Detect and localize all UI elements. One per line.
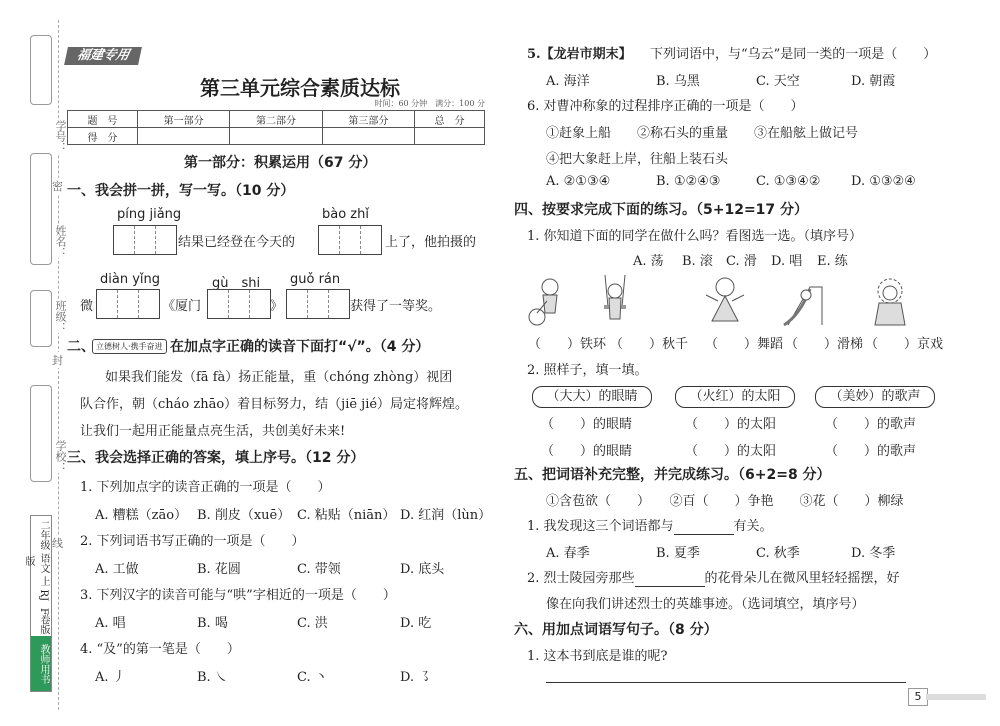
- binding-mi: 密: [52, 180, 63, 193]
- q3-question: 2. 下列词语书写正确的一项是（ ）: [80, 534, 305, 549]
- q3-question: 1. 下列加点字的读音正确的一项是（ ）: [80, 480, 331, 495]
- q2-number: 二、: [67, 339, 95, 355]
- s5-q2-text: 的花骨朵儿在微风里轻轻摇摆，好: [704, 571, 900, 586]
- q3-option[interactable]: A. 工做: [95, 562, 139, 577]
- fill-phrase[interactable]: （ ）的眼睛: [541, 444, 633, 459]
- q3-option[interactable]: C. 洪: [297, 616, 328, 631]
- opera-illustration: [865, 275, 915, 327]
- dancing-illustration: [700, 275, 750, 327]
- fill-phrase[interactable]: （ ）的眼睛: [541, 417, 633, 432]
- q3-option[interactable]: C. 带领: [297, 562, 341, 577]
- q5-option[interactable]: A. 海洋: [546, 74, 590, 89]
- example-phrase: （美妙）的歌声: [815, 386, 935, 408]
- example-phrase: （火红）的太阳: [675, 386, 795, 408]
- s5-q1-text: 1. 我发现这三个词语都与: [527, 519, 674, 534]
- q3-option[interactable]: B. 花圆: [197, 562, 241, 577]
- q1-text: 《厦门: [162, 299, 202, 314]
- rolling-hoop-illustration: [525, 275, 575, 327]
- s5-q2-cont: 像在向我们讲述烈士的英雄事迹。（选词填空，填序号）: [546, 597, 865, 612]
- s5-words: ①含苞欲（ ） ②百（ ）争艳 ③花（ ）柳绿: [546, 494, 904, 509]
- class-label: 班级：: [54, 300, 67, 333]
- s4-blank[interactable]: （ ）滑梯: [785, 337, 864, 352]
- q3-option[interactable]: C. 丶: [297, 670, 328, 685]
- score-input[interactable]: [322, 128, 414, 145]
- score-input[interactable]: [230, 128, 322, 145]
- q6-question: 6. 对曹冲称象的过程排序正确的一项是（ ）: [527, 99, 804, 114]
- part1-heading: 第一部分：积累运用（67 分）: [184, 155, 377, 171]
- q3-option[interactable]: C. 粘贴（niān）: [297, 508, 396, 523]
- fill-phrase[interactable]: （ ）的歌声: [825, 444, 917, 459]
- score-cell: 题 号: [68, 111, 138, 128]
- s5-option[interactable]: B. 夏季: [656, 546, 700, 561]
- s5-q1-text: 有关。: [733, 519, 773, 534]
- school-label: 学校：: [54, 440, 67, 473]
- q3-question: 3. 下列汉字的读音可能与“哄”字相近的一项是（ ）: [80, 588, 396, 603]
- score-value-row: [68, 128, 485, 145]
- book-label: [23, 515, 52, 692]
- q5-option[interactable]: D. 朝霞: [851, 74, 896, 89]
- school-box[interactable]: [30, 385, 52, 482]
- s4-blank[interactable]: （ ）秋千: [610, 337, 689, 352]
- binding-feng: 封: [52, 354, 63, 367]
- page-number: 5: [908, 688, 928, 706]
- s4-heading: 四、按要求完成下面的练习。（5+12=17 分）: [514, 202, 809, 218]
- score-cell: 总 分: [415, 111, 485, 128]
- q1-text: 微: [80, 299, 94, 314]
- q3-option[interactable]: D. ㇌: [400, 670, 432, 685]
- pinyin-pingjiang: píng jiǎng: [117, 207, 182, 222]
- q5-option[interactable]: C. 天空: [756, 74, 800, 89]
- swing-illustration: [590, 275, 640, 327]
- page-title: 第三单元综合素质达标: [200, 76, 400, 100]
- fill-phrase[interactable]: （ ）的太阳: [685, 417, 777, 432]
- q2-line: 队合作，朝（cháo zhāo）着目标努力，结（jiē jié）局定将辉煌。: [80, 397, 469, 412]
- score-cell: 第二部分: [230, 111, 322, 128]
- q1-text: 结果已经登在今天的: [178, 235, 296, 250]
- q2-heading: 在加点字正确的读音下面打“√”。（4 分）: [170, 339, 430, 355]
- student-id-label: 学号：: [54, 120, 67, 153]
- exam-meta: 时间：60 分钟 满分：100 分: [374, 99, 485, 108]
- score-cell: 第三部分: [322, 111, 414, 128]
- s6-q1: 1. 这本书到底是谁的呢?: [527, 649, 668, 664]
- pinyin-guoran: guǒ rán: [290, 272, 341, 287]
- binding-xian: 线: [52, 537, 63, 550]
- pinyin-dianying: diàn yǐng: [100, 272, 160, 287]
- q2-line: 让我们一起用正能量点亮生活，共创美好未来!: [80, 424, 346, 439]
- s6-heading: 六、用加点词语写句子。（8 分）: [514, 622, 718, 638]
- name-box[interactable]: [30, 153, 52, 265]
- q3-heading: 三、我会选择正确的答案，填上序号。（12 分）: [67, 450, 365, 466]
- s4-choice: C. 滑: [726, 254, 757, 269]
- name-label: 姓名：: [54, 225, 67, 258]
- score-header-row: [68, 111, 485, 128]
- q2-tag: 立德树人·携手奋进: [92, 339, 167, 354]
- s5-q2-blank[interactable]: [635, 571, 705, 587]
- s5-q2-text: 2. 烈士陵园旁那些: [527, 571, 635, 586]
- pinyin-baozhi: bào zhǐ: [322, 207, 369, 222]
- region-badge: 福建专用: [64, 47, 142, 65]
- q3-option[interactable]: B. 喝: [197, 616, 228, 631]
- s4-blank[interactable]: （ ）铁环: [528, 337, 607, 352]
- s4-q2: 2. 照样子，填一填。: [527, 363, 648, 378]
- s4-choice: A. 荡: [633, 254, 664, 269]
- q5-question: 下列词语中，与“乌云”是同一类的一项是（ ）: [650, 47, 937, 62]
- s4-blank[interactable]: （ ）舞蹈: [705, 337, 784, 352]
- s4-choice: D. 唱: [771, 254, 803, 269]
- s4-choice: B. 滚: [682, 254, 713, 269]
- page-bar: [926, 694, 986, 700]
- writing-grid[interactable]: [207, 289, 271, 319]
- book-grade: 二年级 语文 上 RJ版: [23, 520, 49, 602]
- q3-option[interactable]: D. 吃: [400, 616, 432, 631]
- slide-illustration: [780, 275, 830, 327]
- score-cell: 第一部分: [137, 111, 229, 128]
- s5-heading: 五、把词语补充完整，并完成练习。（6+2=8 分）: [514, 467, 831, 483]
- q6-option[interactable]: D. ①③②④: [851, 174, 916, 189]
- s4-choice: E. 练: [817, 254, 848, 269]
- q1-text: 获得了一等奖。: [350, 299, 442, 314]
- fill-phrase[interactable]: （ ）的太阳: [685, 444, 777, 459]
- s5-option[interactable]: D. 冬季: [851, 546, 896, 561]
- score-cell: 得 分: [68, 128, 138, 145]
- s5-q1: [527, 515, 773, 535]
- q3-option[interactable]: A. 唱: [95, 616, 126, 631]
- writing-grid[interactable]: [113, 225, 177, 255]
- s5-option[interactable]: A. 春季: [546, 546, 590, 561]
- q1-text: 上了，他拍摄的: [385, 235, 477, 250]
- s4-blank[interactable]: （ ）京戏: [865, 337, 944, 352]
- q3-option[interactable]: D. 底头: [400, 562, 445, 577]
- q1-text: 》: [270, 299, 284, 314]
- s5-q2: [527, 567, 900, 587]
- s5-option[interactable]: C. 秋季: [756, 546, 800, 561]
- score-table: [67, 110, 485, 145]
- q6-option[interactable]: A. ②①③④: [546, 174, 611, 189]
- s5-q1-blank[interactable]: [674, 519, 734, 535]
- q6-option[interactable]: B. ①②④③: [656, 174, 721, 189]
- writing-grid[interactable]: [96, 289, 160, 319]
- class-box[interactable]: [30, 290, 52, 347]
- book-version: F卷版: [38, 607, 49, 635]
- q6-option[interactable]: C. ①③④②: [756, 174, 821, 189]
- example-phrase: （大大）的眼睛: [532, 386, 652, 408]
- q5-option[interactable]: B. 乌黑: [656, 74, 700, 89]
- answer-line[interactable]: [546, 682, 906, 683]
- q1-heading: 一、我会拼一拼，写一写。（10 分）: [67, 183, 295, 199]
- writing-grid[interactable]: [318, 225, 382, 255]
- student-id-box[interactable]: [30, 35, 52, 105]
- score-input[interactable]: [137, 128, 229, 145]
- q3-question: 4. “及”的第一笔是（ ）: [80, 642, 240, 657]
- q3-option[interactable]: A. 丿: [95, 670, 126, 685]
- s4-q1: 1. 你知道下面的同学在做什么吗？看图选一选。（填序号）: [527, 229, 863, 244]
- fill-phrase[interactable]: （ ）的歌声: [825, 417, 917, 432]
- score-input[interactable]: [415, 128, 485, 145]
- pinyin-gushi: gù shi: [212, 276, 261, 291]
- q2-line: 如果我们能发（fā fà）扬正能量，重（chóng zhòng）视团: [105, 370, 453, 385]
- q6-steps: ④把大象赶上岸，往船上装石头: [546, 152, 729, 167]
- q3-option[interactable]: A. 糟糕（zāo）: [95, 508, 188, 523]
- q3-option[interactable]: D. 红润（lùn）: [400, 508, 492, 523]
- binding-strip: [23, 35, 52, 684]
- q5-tag: 5.【龙岩市期末】: [527, 47, 632, 62]
- q3-option[interactable]: B. ㇏: [197, 670, 228, 685]
- q3-option[interactable]: B. 削皮（xuē）: [197, 508, 291, 523]
- writing-grid[interactable]: [286, 289, 350, 319]
- q6-steps: ①赶象上船 ②称石头的重量 ③在船舷上做记号: [546, 126, 859, 141]
- book-teacher: 教师用书: [31, 636, 51, 691]
